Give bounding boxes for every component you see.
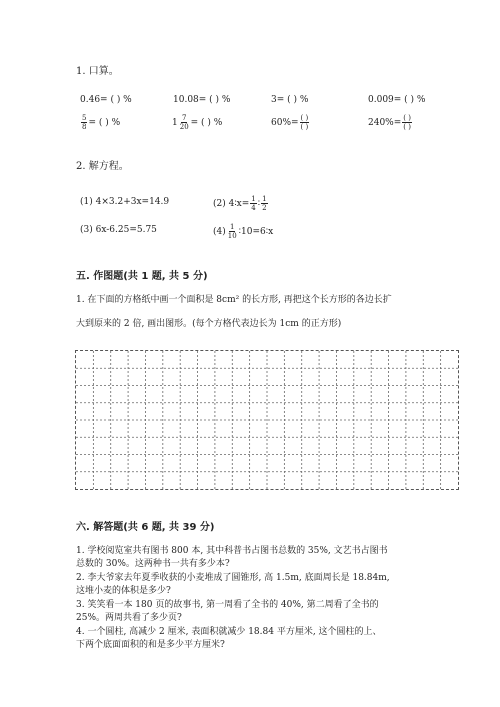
question-1-title: 1. 口算。 <box>76 66 119 77</box>
drawing-question-line-1: 1. 在下面的方格纸中画一个面积是 8cm² 的长方形, 再把这个长方形的各边长扩 <box>76 295 392 305</box>
grid-paper[interactable] <box>75 350 459 490</box>
answer-question-1-line-1: 1. 学校阅览室共有图书 800 本, 其中科普书占图书总数的 35%, 文艺书占图书 <box>76 546 388 556</box>
answer-question-4-line-2: 下两个底面面积的和是多少平方厘米? <box>76 640 225 650</box>
equation-2: (2) 4∶x= $\frac{1}{4}$ ∶ $\frac{1}{2}$ <box>213 195 267 212</box>
calc-item-2: 10.08= ( ) % <box>173 95 231 105</box>
calc-item-4: 0.009= ( ) % <box>368 95 426 105</box>
drawing-question-line-2: 大到原来的 2 倍, 画出图形。(每个方格代表边长为 1cm 的正方形) <box>76 319 342 329</box>
question-2-title: 2. 解方程。 <box>76 161 129 172</box>
calc-item-7: 60%= $\frac{( )}{( )}$ <box>271 114 309 131</box>
calc-item-3: 3= ( ) % <box>271 95 309 105</box>
equation-4: (4) $\frac{1}{10}$ ∶10=6∶x <box>213 223 274 240</box>
calc-item-8: 240%= $\frac{( )}{( )}$ <box>368 114 411 131</box>
calc-item-5: $\frac{5}{8}$ = ( ) % <box>82 114 121 131</box>
section-5-heading: 五. 作图题(共 1 题, 共 5 分) <box>76 271 208 282</box>
answer-question-1-line-2: 总数的 30%。这两种书一共有多少本? <box>76 559 230 569</box>
answer-question-3-line-1: 3. 笑笑看一本 180 页的故事书, 第一周看了全书的 40%, 第二周看了全书的 <box>76 600 379 610</box>
equation-3: (3) 6x-6.25=5.75 <box>80 225 157 235</box>
section-6-heading: 六. 解答题(共 6 题, 共 39 分) <box>76 522 215 533</box>
answer-question-3-line-2: 25%。两周共看了多少页? <box>76 613 182 623</box>
answer-question-2-line-1: 2. 李大爷家去年夏季收获的小麦堆成了圆锥形, 高 1.5m, 底面周长是 18.84m, <box>76 573 390 583</box>
grid-lines <box>76 351 460 491</box>
calc-item-6: 1 $\frac{7}{20}$ = ( ) % <box>172 114 223 131</box>
calc-item-1: 0.46= ( ) % <box>80 95 132 105</box>
answer-question-4-line-1: 4. 一个圆柱, 高减少 2 厘米, 表面积就减少 18.84 平方厘米, 这个圆柱的上、 <box>76 627 382 637</box>
equation-1: (1) 4×3.2+3x=14.9 <box>80 197 170 207</box>
answer-question-2-line-2: 这堆小麦的体积是多少? <box>76 586 171 596</box>
